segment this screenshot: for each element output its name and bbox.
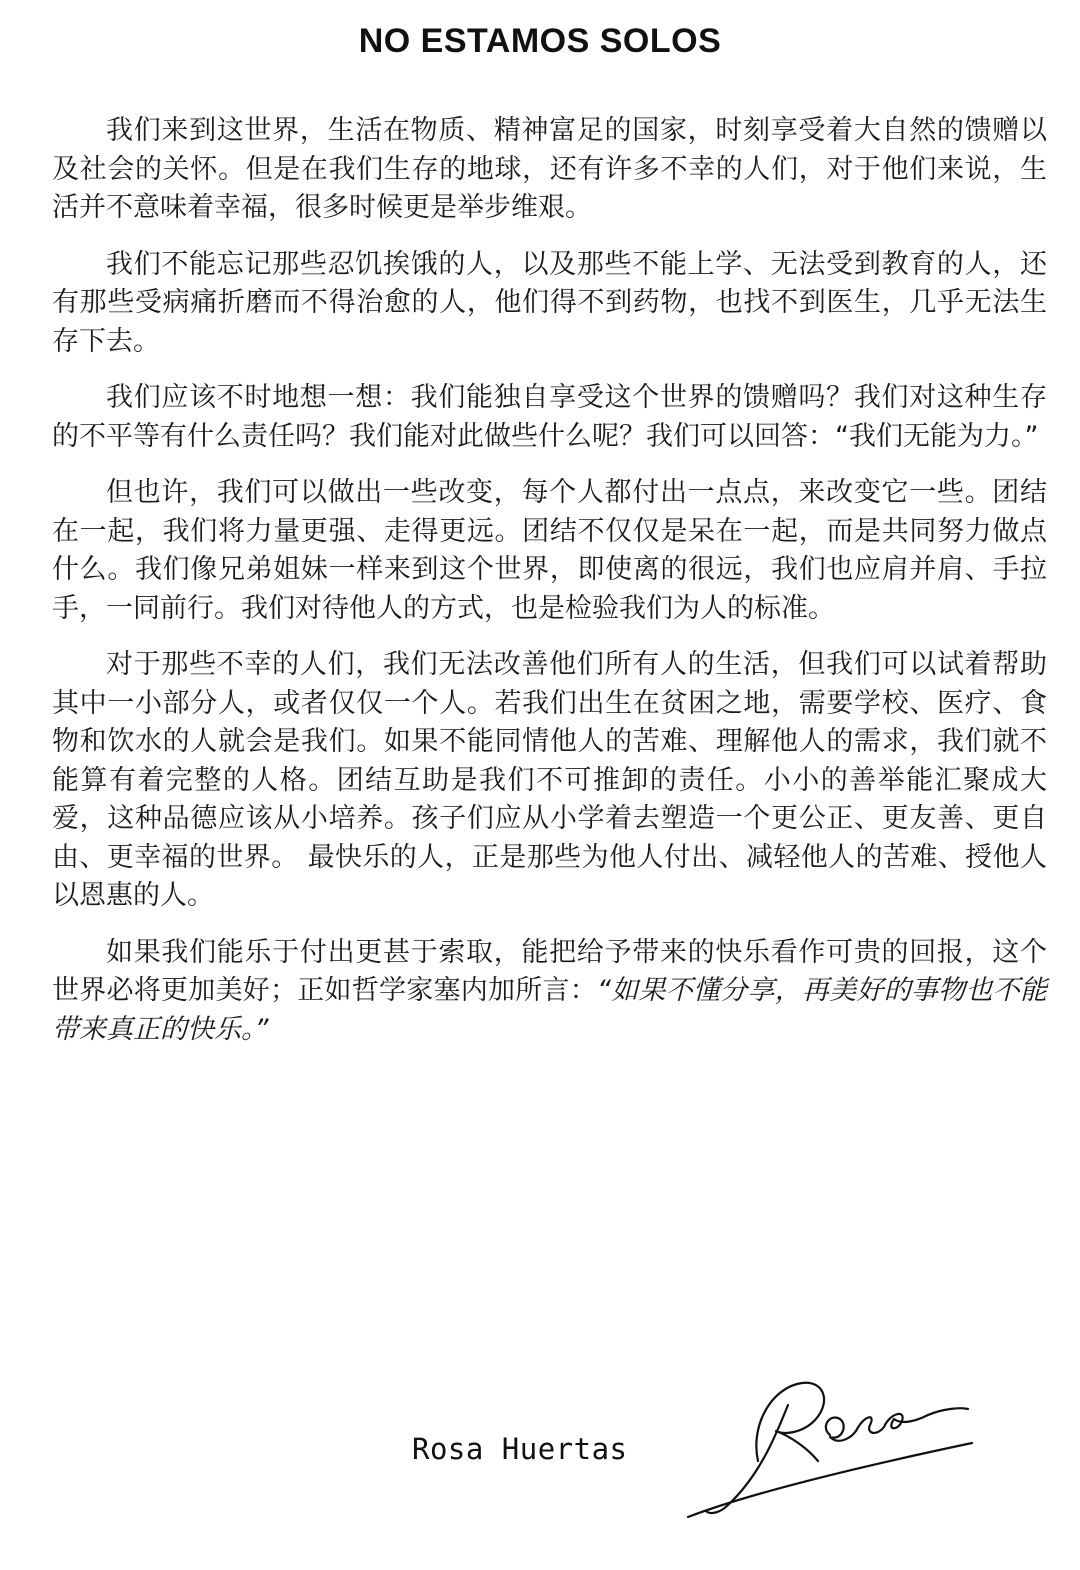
paragraph-3: 我们应该不时地想一想：我们能独自享受这个世界的馈赠吗？我们对这种生存的不平等有什么责任吗？我们能对此做些什么呢？我们可以回答：“我们无能为力。” — [52, 382, 1047, 452]
seneca-quote: “如果不懂分享，再美好的事物也不能带来真正的快乐。” — [52, 975, 1047, 1045]
paragraph-6-text: 如果我们能乐于付出更甚于索取，能把给予带来的快乐看作可贵的回报，这个世界必将更加美好；正如哲学家塞内加所言： — [52, 936, 1047, 1006]
signature-s-stroke — [856, 1417, 884, 1433]
signature-o-stroke — [826, 1418, 856, 1441]
signature-underline-stroke — [688, 1443, 972, 1517]
paragraph-5: 对于那些不幸的人们，我们无法改善他们所有人的生活，但我们可以试着帮助其中一小部分人，或者仅仅一个人。若我们出生在贫困之地，需要学校、医疗、食物和饮水的人就会是我们。如果不能同情他人的苦难、理解他人的需求，我们就不能算有着完整的人格。团结互助是我们不可推卸的责任。小小的善举能汇聚成大爱，这种品德应该从小培养。孩子们应从小学着去塑造一个更公正、更友善、更自由、更幸福的世界。 最快乐的人，正是那些为他人付出、减轻他人的苦难、授他人以恩惠的人。 — [52, 649, 1047, 911]
paragraph-6 — [52, 934, 1047, 1050]
signature-a-stroke — [884, 1414, 928, 1428]
author-name: Rosa Huertas — [412, 1432, 628, 1466]
signature — [680, 1365, 980, 1545]
signature-flourish-stroke — [928, 1408, 968, 1415]
paragraph-2: 我们不能忘记那些忍饥挨饿的人，以及那些不能上学、无法受到教育的人，还有那些受病痛折磨而不得治愈的人，他们得不到药物，也找不到医生，几乎无法生存下去。 — [52, 248, 1047, 357]
paragraph-4: 但也许，我们可以做出一些改变，每个人都付出一点点，来改变它一些。团结在一起，我们将力量更强、走得更远。团结不仅仅是呆在一起，而是共同努力做点什么。我们像兄弟姐妹一样来到这个世界，即使离的很远，我们也应肩并肩、手拉手，一同前行。我们对待他人的方式，也是检验我们为人的标准。 — [52, 477, 1047, 624]
document-title: NO ESTAMOS SOLOS — [358, 22, 722, 60]
signature-r-stroke — [756, 1383, 824, 1461]
paragraph-1: 我们来到这世界，生活在物质、精神富足的国家，时刻享受着大自然的馈赠以及社会的关怀。但是在我们生存的地球，还有许多不幸的人们，对于他们来说，生活并不意味着幸福，很多时候更是举步维艰。 — [52, 115, 1047, 223]
document-body — [52, 112, 1047, 1067]
